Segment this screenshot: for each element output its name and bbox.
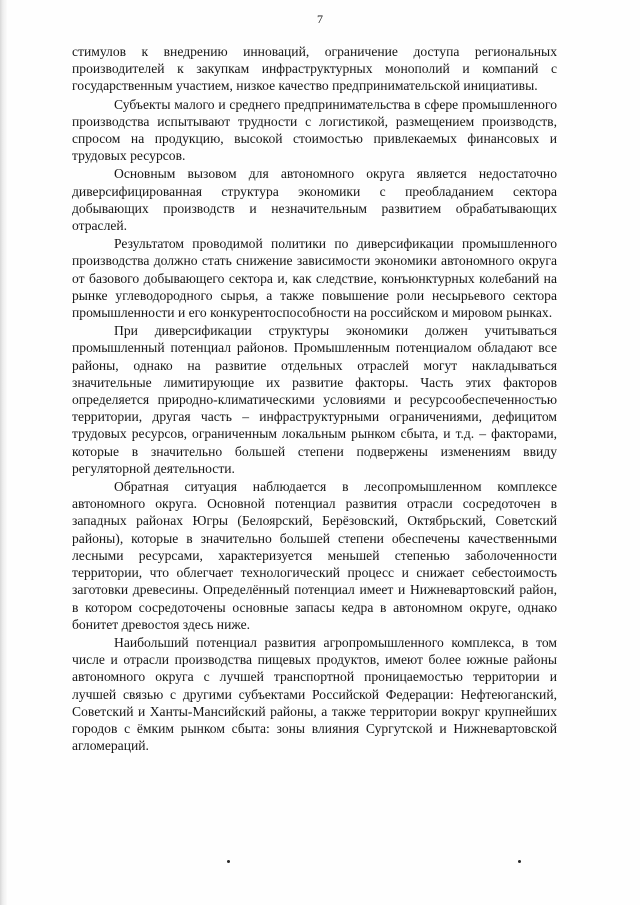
paragraph-small-business: Субъекты малого и среднего предпринимательства в сфере промышленного производства испытывают трудности с логистикой, размещением производств, спросом на продукцию, высокой стоимостью привлекаемых финансовых и трудовых ресурсов. (72, 96, 557, 164)
scan-speck (518, 860, 521, 863)
paragraph-diversification-result: Результатом проводимой политики по диверсификации промышленного производства должно стать снижение зависимости экономики автономного округа от базового добывающего сектора и, как следствие, конъюнктурных колебаний на рынке углеводородного сырья, а также повышение роли несырьевого сектора промышленности и его конкурентоспособности на российском и мировом рынках. (72, 236, 557, 321)
paragraph-main-challenge: Основным вызовом для автономного округа является недостаточно диверсифицированная структура экономики с преобладанием сектора добывающих производств и незначительным развитием обрабатывающих отраслей. (72, 166, 557, 234)
scan-speck (227, 860, 230, 863)
document-body (72, 43, 557, 755)
page-number: 7 (317, 12, 323, 26)
scan-edge-shadow (0, 0, 7, 905)
paragraph-continuation: стимулов к внедрению инноваций, ограничение доступа региональных производителей к закупкам инфраструктурных монополий и компаний с государственным участием, низкое качество предпринимательской инициативы. (72, 44, 557, 94)
paragraph-agro-complex: Наибольший потенциал развития агропромышленного комплекса, в том числе и отрасли производства пищевых продуктов, имеют более южные районы автономного округа с лучшей транспортной проницаемостью территории и лучшей связью с другими субъектами Российской Федерации: Нефтеюганский, Советский и Ханты-Мансийский районы, а также территории вокруг крупнейших городов с ёмким рынком сбыта: зоны влияния Сургутской и Нижневартовской агломераций. (72, 634, 557, 754)
paragraph-industrial-potential: При диверсификации структуры экономики должен учитываться промышленный потенциал районов. Промышленным потенциалом обладают все районы, однако на развитие отдельных отраслей могут накладываться значительные лимитирующие их развитие факторы. Часть этих факторов определяется природно-климатическими условиями и ресурсообеспеченностью территории, другая часть – инфраструктурными ограничениями, дефицитом трудовых ресурсов, ограниченным локальным рынком сбыта, и т.д. – факторами, которые в значительно большей степени подвержены изменениям ввиду регуляторной деятельности. (72, 323, 557, 476)
paragraph-timber-complex: Обратная ситуация наблюдается в лесопромышленном комплексе автономного округа. Основной потенциал развития отрасли сосредоточен в западных районах Югры (Белоярский, Берёзовский, Октябрьский, Советский районы), которые в значительно большей степени обеспечены качественными лесными ресурсами, характеризуется меньшей степенью заболоченности территории, что облегчает технологический процесс и снижает себестоимость заготовки древесины. Определённый потенциал имеет и Нижневартовский район, в котором сосредоточены основные запасы кедра в автономном округе, однако бонитет древостоя здесь ниже. (72, 479, 557, 632)
